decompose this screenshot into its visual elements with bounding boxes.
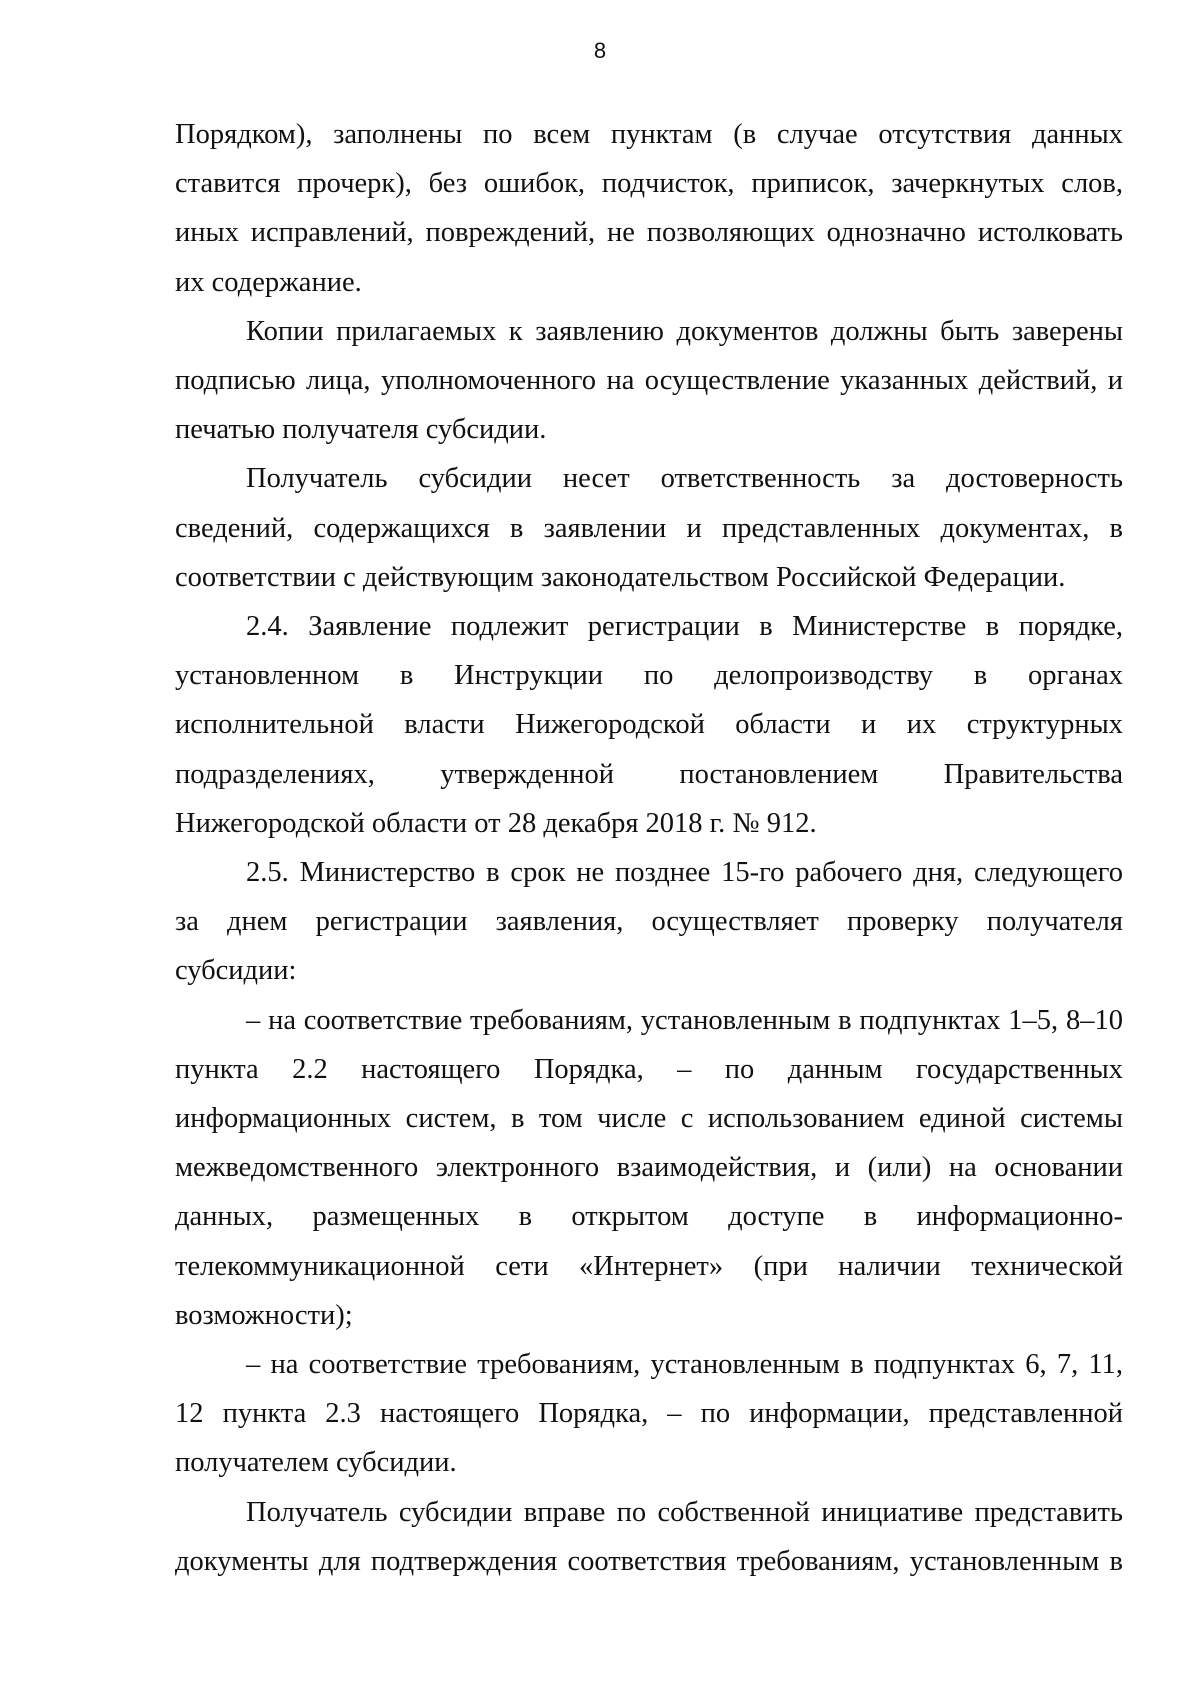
list-item-requirements-2-3 — [175, 1340, 1123, 1488]
text-line: установленном в Инструкции по делопроизводству в органах — [175, 660, 1123, 692]
text-line: иных исправлений, повреждений, не позволяющих однозначно истолковать — [175, 217, 1123, 249]
text-line: пункта 2.2 настоящего Порядка, – по данным государственных — [175, 1053, 1123, 1085]
paragraph-section-2-4 — [175, 602, 1123, 848]
document-body — [175, 110, 1123, 1586]
text-line: Порядком), заполнены по всем пунктам (в случае отсутствия данных — [175, 119, 1123, 150]
list-item-requirements-2-2 — [175, 996, 1123, 1340]
text-line: Копии прилагаемых к заявлению документов должны быть заверены — [246, 315, 1123, 347]
text-line: Нижегородской области от 28 декабря 2018 г. № 912. — [175, 807, 817, 839]
text-line: данных, размещенных в открытом доступе в информационно- — [175, 1201, 1123, 1233]
text-line: сведений, содержащихся в заявлении и представленных документах, в — [175, 512, 1123, 544]
text-line: документы для подтверждения соответствия требованиям, установленным в — [175, 1545, 1123, 1577]
text-line: соответствии с действующим законодательством Российской Федерации. — [175, 561, 1066, 593]
text-line: получателем субсидии. — [175, 1447, 457, 1479]
text-line: субсидии: — [175, 955, 297, 987]
text-line: печатью получателя субсидии. — [175, 414, 547, 446]
text-line: телекоммуникационной сети «Интернет» (при наличии технической — [175, 1250, 1123, 1282]
text-line: – на соответствие требованиям, установленным в подпунктах 6, 7, 11, — [246, 1349, 1123, 1381]
text-line: 2.5. Министерство в срок не позднее 15-го рабочего дня, следующего — [246, 857, 1123, 889]
text-line: межведомственного электронного взаимодействия, и (или) на основании — [175, 1152, 1123, 1184]
paragraph-continuation — [175, 110, 1123, 307]
text-line: информационных систем, в том числе с использованием единой системы — [175, 1103, 1123, 1135]
text-line: возможности); — [175, 1299, 353, 1331]
text-line: Получатель субсидии вправе по собственной инициативе представить — [246, 1496, 1123, 1528]
text-line: за днем регистрации заявления, осуществляет проверку получателя — [175, 906, 1123, 938]
text-line: ставится прочерк), без ошибок, подчисток, приписок, зачеркнутых слов, — [175, 168, 1123, 200]
paragraph-copies-certification — [175, 307, 1123, 455]
text-line: подразделениях, утвержденной постановлением Правительства — [175, 758, 1123, 790]
text-line: подписью лица, уполномоченного на осуществление указанных действий, и — [175, 365, 1123, 397]
text-line: 12 пункта 2.3 настоящего Порядка, – по информации, представленной — [175, 1398, 1123, 1430]
page-number: 8 — [593, 38, 607, 63]
text-line: 2.4. Заявление подлежит регистрации в Министерстве в порядке, — [246, 611, 1123, 643]
text-line: Получатель субсидии несет ответственность за достоверность — [246, 463, 1123, 495]
paragraph-recipient-responsibility — [175, 454, 1123, 602]
text-line: их содержание. — [175, 266, 362, 298]
paragraph-recipient-initiative — [175, 1488, 1123, 1586]
paragraph-section-2-5 — [175, 848, 1123, 996]
text-line: – на соответствие требованиям, установленным в подпунктах 1–5, 8–10 — [246, 1004, 1123, 1036]
text-line: исполнительной власти Нижегородской области и их структурных — [175, 709, 1123, 741]
